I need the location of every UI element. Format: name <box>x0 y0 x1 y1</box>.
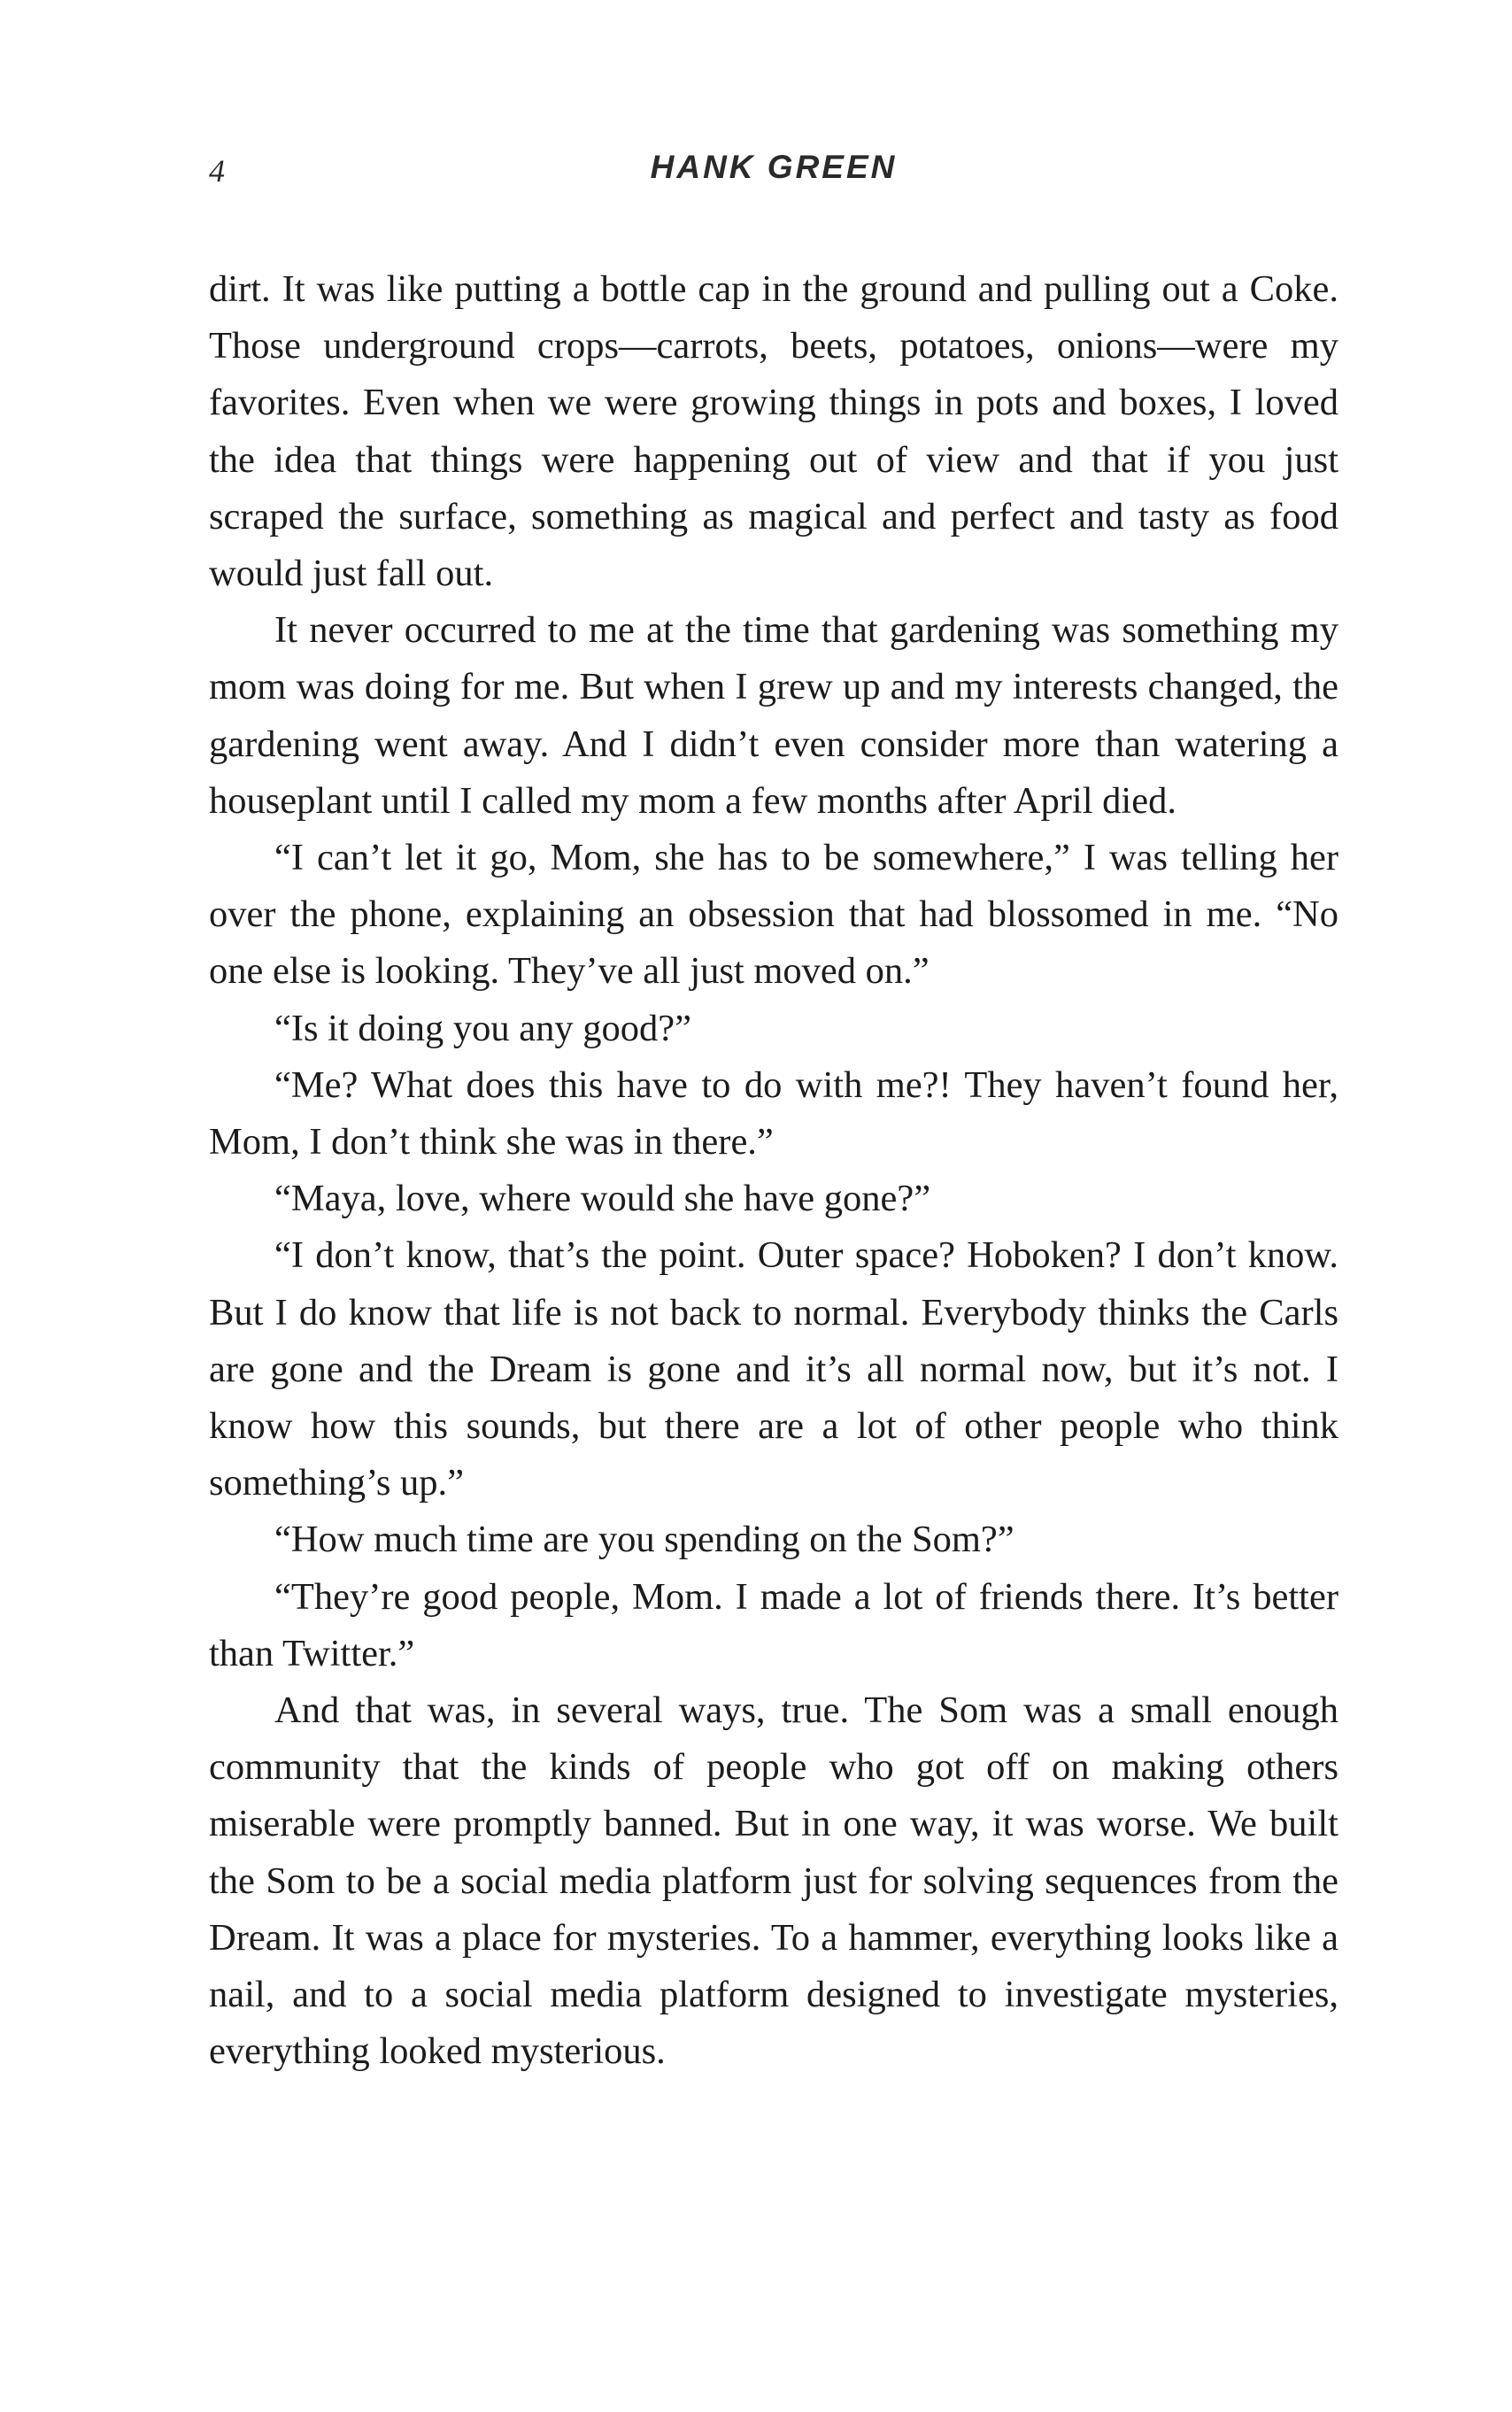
paragraph-continued: dirt. It was like putting a bottle cap in the ground and pulling out a Coke. Those underground crops—carrots, beets, potatoes, onions—were my favorites. Even when we were growing things in pots and boxes, I loved the idea that things were happening out of view and that if you just scraped the surface, something as magical and perfect and tasty as food would just fall out. <box>209 268 1338 595</box>
running-head-author: HANK GREEN <box>650 149 898 185</box>
paragraph: “Is it doing you any good?” <box>274 1007 691 1049</box>
paragraph: “Me? What does this have to do with me?! They haven’t found her, Mom, I don’t think she was in there.” <box>209 1063 1338 1163</box>
paragraph: “How much time are you spending on the Som?” <box>274 1519 1014 1561</box>
paragraph: It never occurred to me at the time that gardening was something my mom was doing for me. But when I grew up and my interests changed, the gardening went away. And I didn’t even consider more than watering a houseplant until I called my mom a few months after April died. <box>209 609 1338 822</box>
page-header <box>209 149 1338 202</box>
paragraph: “I don’t know, that’s the point. Outer space? Hoboken? I don’t know. But I do know that life is not back to normal. Everybody thinks the Carls are gone and the Dream is gone and it’s all normal now, but it’s not. I know how this sounds, but there are a lot of other people who think something’s up.” <box>209 1234 1338 1504</box>
paragraph: “They’re good people, Mom. I made a lot of friends there. It’s better than Twitter.” <box>209 1575 1338 1674</box>
page-number: 4 <box>209 153 225 189</box>
paragraph: And that was, in several ways, true. The Som was a small enough community that the kinds of people who got off on making others miserable were promptly banned. But in one way, it was worse. We built the Som to be a social media platform just for solving sequences from the Dream. It was a place for mysteries. To a hammer, everything looks like a nail, and to a social media platform designed to investigate mysteries, everything looked mysterious. <box>209 1689 1338 2073</box>
body-text <box>209 261 1338 2081</box>
paragraph: “I can’t let it go, Mom, she has to be somewhere,” I was telling her over the phone, explaining an obsession that had blossomed in me. “No one else is looking. They’ve all just moved on.” <box>209 837 1338 993</box>
paragraph: “Maya, love, where would she have gone?” <box>274 1178 931 1220</box>
